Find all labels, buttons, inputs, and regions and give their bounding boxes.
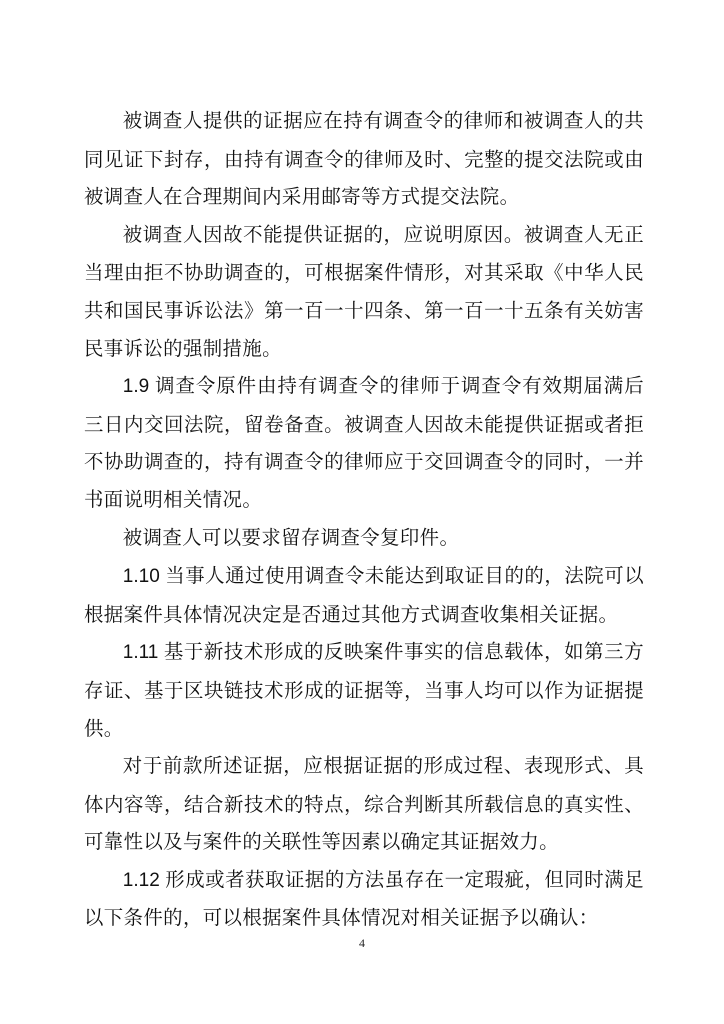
document-body (84, 102, 644, 937)
clause-number: 1.10 (122, 566, 166, 588)
paragraph (84, 102, 644, 216)
paragraph-text: 被调查人可以要求留存调查令复印件。 (122, 525, 460, 549)
paragraph (84, 216, 644, 367)
paragraph (84, 557, 644, 633)
paragraph-text: 被调查人提供的证据应在持有调查令的律师和被调查人的共同见证下封存，由持有调查令的律师及时、完整的提交法院或由被调查人在合理期间内采用邮寄等方式提交法院。 (84, 109, 644, 209)
clause-number: 1.11 (122, 642, 164, 664)
paragraph-text: 形成或者获取证据的方法虽存在一定瑕疵，但同时满足以下条件的，可以根据案件具体情况对相关证据予以确认： (84, 867, 644, 930)
paragraph-text: 调查令原件由持有调查令的律师于调查令有效期届满后三日内交回法院，留卷备查。被调查人因故未能提供证据或者拒不协助调查的，持有调查令的律师应于交回调查令的同时，一并书面说明相关情况。 (84, 374, 644, 511)
paragraph (84, 633, 644, 747)
clause-number: 1.9 (122, 376, 156, 398)
page-number: 4 (359, 936, 365, 950)
paragraph (84, 519, 644, 558)
paragraph-text: 被调查人因故不能提供证据的，应说明原因。被调查人无正当理由拒不协助调查的，可根据案件情形，对其采取《中华人民共和国民事诉讼法》第一百一十四条、第一百一十五条有关妨害民事诉讼的强制措施。 (84, 222, 644, 360)
paragraph (84, 747, 644, 861)
paragraph-text: 基于新技术形成的反映案件事实的信息载体，如第三方存证、基于区块链技术形成的证据等，当事人均可以作为证据提供。 (84, 640, 644, 740)
paragraph (84, 861, 644, 937)
paragraph-text: 当事人通过使用调查令未能达到取证目的的，法院可以根据案件具体情况决定是否通过其他方式调查收集相关证据。 (84, 564, 644, 626)
paragraph (84, 367, 644, 518)
clause-number: 1.12 (122, 869, 166, 891)
paragraph-text: 对于前款所述证据，应根据证据的形成过程、表现形式、具体内容等，结合新技术的特点，综合判断其所载信息的真实性、可靠性以及与案件的关联性等因素以确定其证据效力。 (84, 754, 644, 854)
